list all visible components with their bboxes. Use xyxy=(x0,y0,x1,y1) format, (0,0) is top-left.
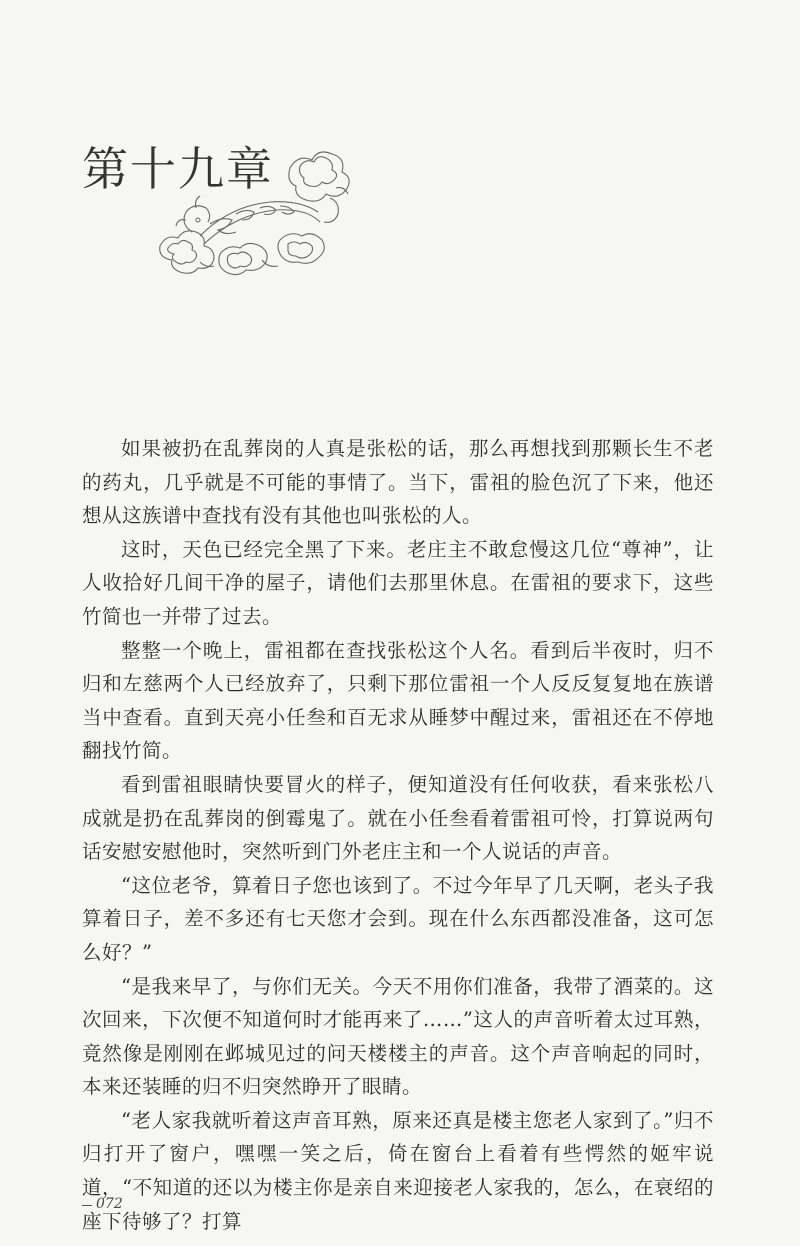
paragraph: “这位老爷，算着日子您也该到了。不过今年早了几天啊，老头子我算着日子，差不多还有七天您才会到。现在什么东西都没准备，这可怎么好？” xyxy=(82,873,714,964)
paragraph: 整整一个晚上，雷祖都在查找张松这个人名。看到后半夜时，归不归和左慈两个人已经放弃了，只剩下那位雷祖一个人反反复复地在族谱当中查看。直到天亮小任叁和百无求从睡梦中醒过来，雷祖还在不停地翻找竹简。 xyxy=(82,638,714,763)
page-number-value: 072 xyxy=(96,1196,123,1212)
paragraph: 如果被扔在乱葬岗的人真是张松的话，那么再想找到那颗长生不老的药丸，几乎就是不可能的事情了。当下，雷祖的脸色沉了下来，他还想从这族谱中查找有没有其他也叫张松的人。 xyxy=(82,437,714,528)
chapter-title: 第十九章 xyxy=(82,142,274,196)
paragraph: “是我来早了，与你们无关。今天不用你们准备，我带了酒菜的。这次回来，下次便不知道何时才能再来了……”这人的声音听着太过耳熟，竟然像是刚刚在邺城见过的问天楼楼主的声音。这个声音响起的同时，本来还装睡的归不归突然睁开了眼睛。 xyxy=(82,974,714,1099)
cloud-dragon-ornament-icon xyxy=(140,128,360,278)
chapter-body xyxy=(82,432,714,1238)
paragraph: “老人家我就听着这声音耳熟，原来还真是楼主您老人家到了。”归不归打开了窗户，嘿嘿一笑之后，倚在窗台上看着有些愕然的姬牢说道，“不知道的还以为楼主你是亲自来迎接老人家我的，怎么，在衰绍的座下待够了？打算 xyxy=(82,1108,714,1233)
paragraph: 看到雷祖眼睛快要冒火的样子，便知道没有任何收获，看来张松八成就是扔在乱葬岗的倒霉鬼了。就在小任叁看着雷祖可怜，打算说两句话安慰安慰他时，突然听到门外老庄主和一个人说话的声音。 xyxy=(82,772,714,864)
paragraph: 这时，天色已经完全黑了下来。老庄主不敢怠慢这几位“尊神”，让人收拾好几间干净的屋子，请他们去那里休息。在雷祖的要求下，这些竹简也一并带了过去。 xyxy=(82,537,714,628)
page-number xyxy=(82,1196,123,1212)
